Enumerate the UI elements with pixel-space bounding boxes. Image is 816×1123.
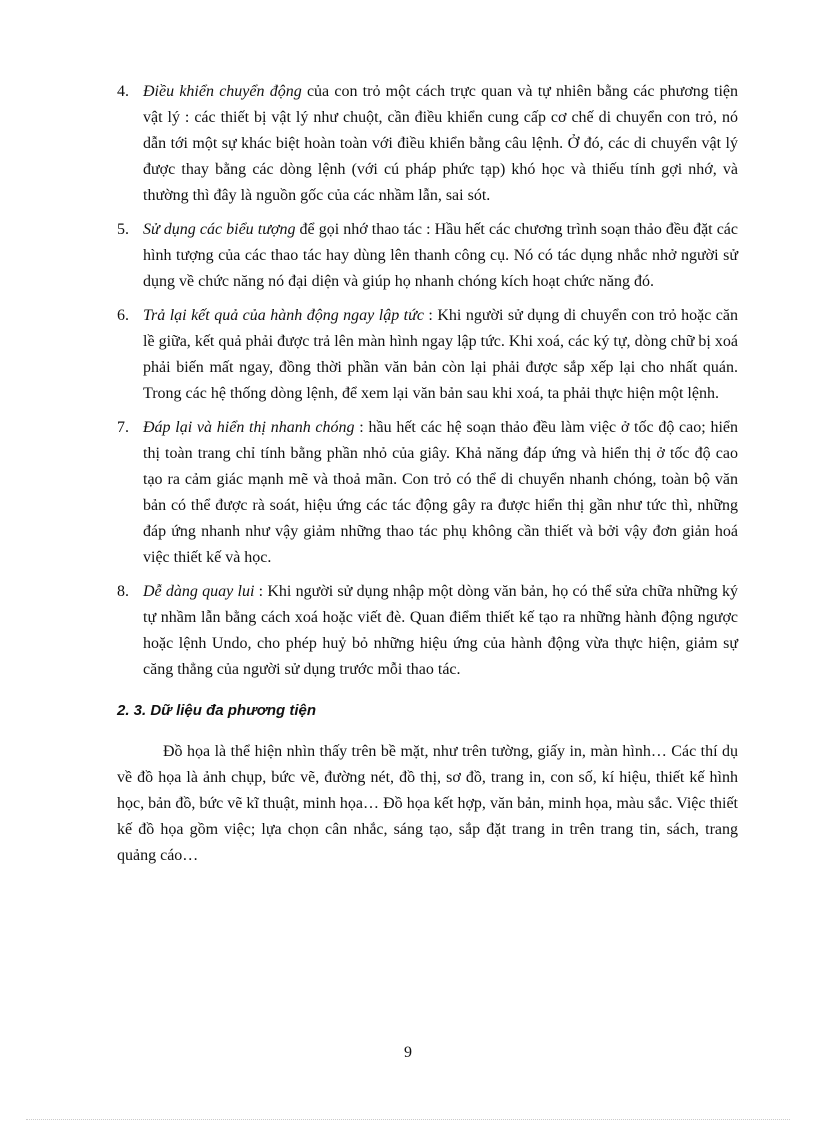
list-text: [143, 217, 738, 295]
list-item-8: [117, 579, 738, 683]
list-term: Trả lại kết quả của hành động ngay lập tức: [143, 307, 424, 324]
list-description: : hầu hết các hệ soạn thảo đều làm việc ở tốc độ cao; hiển thị toàn trang chỉ tính bằng phần nhỏ của giây. Khả năng đáp ứng và hiển thị ở tốc độ cao tạo ra cảm giác mạnh mẽ và thoả mãn. Con trỏ có thể di chuyển nhanh chóng, toàn bộ văn bản có thể được rà soát, hiệu ứng các tác động gây ra được hiển thị gần như tức thì, những đáp ứng nhanh như vậy giảm những thao tác phụ không cần thiết và bởi vậy đơn giản hoá việc thiết kế và học.: [143, 419, 738, 566]
list-description: : Khi người sử dụng di chuyển con trỏ hoặc căn lề giữa, kết quả phải được trả lên màn hình ngay lập tức. Khi xoá, các ký tự, dòng chữ bị xoá phải biến mất ngay, đồng thời phần văn bản còn lại phải được sắp xếp lại cho nhất quán. Trong các hệ thống dòng lệnh, để xem lại văn bản sau khi xoá, ta phải thực hiện một lệnh.: [143, 307, 738, 402]
list-number: 5.: [117, 221, 129, 238]
section-paragraph: Đồ họa là thể hiện nhìn thấy trên bề mặt, như trên tường, giấy in, màn hình… Các thí dụ về đồ họa là ảnh chụp, bức vẽ, đường nét, đồ thị, sơ đồ, trang in, con số, kí hiệu, thiết kế hình học, bản đồ, bức vẽ kĩ thuật, minh họa… Đồ họa kết hợp, văn bản, minh họa, màu sắc. Việc thiết kế đồ họa gồm việc; lựa chọn cân nhắc, sáng tạo, sắp đặt trang in trên trang tin, sách, trang quảng cáo…: [117, 743, 738, 864]
list-term: Sử dụng các biểu tượng: [143, 221, 296, 238]
list-description: của con trỏ một cách trực quan và tự nhiên bằng các phương tiện vật lý : các thiết bị vật lý như chuột, cần điều khiển cung cấp cơ chế di chuyển con trỏ, nó dẫn tới một sự khác biệt hoàn toàn với điều khiển bằng câu lệnh. Ở đó, các di chuyển vật lý được thay bằng các dòng lệnh (với cú pháp phức tạp) khó học và thiếu tính gợi nhớ, và thường thì đây là nguồn gốc của các nhầm lẫn, sai sót.: [143, 83, 738, 204]
list-term: Điều khiển chuyển động: [143, 83, 302, 100]
list-description: : Khi người sử dụng nhập một dòng văn bản, họ có thể sửa chữa những ký tự nhầm lẫn bằng cách xoá hoặc viết đè. Quan điểm thiết kế tạo ra những hành động ngược hoặc lệnh Undo, cho phép huỷ bỏ những hiệu ứng của hành động vừa thực hiện, giảm sự căng thẳng của người sử dụng trước mỗi thao tác.: [143, 583, 738, 678]
list-number: 6.: [117, 307, 129, 324]
list-number: 4.: [117, 83, 129, 100]
list-item-7: [117, 415, 738, 571]
list-description: để gọi nhớ thao tác : Hầu hết các chương trình soạn thảo đều đặt các hình tượng của các thao tác hay dùng lên thanh công cụ. Nó có tác dụng nhắc nhở người sử dụng về chức năng nó đại diện và giúp họ nhanh chóng kích hoạt chức năng đó.: [143, 221, 739, 290]
list-item-4: [117, 79, 738, 209]
list-term: Dễ dàng quay lui: [143, 583, 255, 600]
list-term: Đáp lại và hiển thị nhanh chóng: [143, 419, 355, 436]
list-text: [143, 579, 738, 683]
list-text: [143, 303, 738, 407]
section-heading: 2. 3. Dữ liệu đa phương tiện: [117, 702, 317, 719]
page-number: 9: [404, 1044, 412, 1061]
list-text: [143, 415, 738, 571]
list-number: 7.: [117, 419, 129, 436]
list-text: [143, 79, 738, 209]
list-item-6: [117, 303, 738, 407]
page-content: [117, 79, 738, 869]
page-bottom-rule: [26, 1119, 790, 1120]
list-number: 8.: [117, 583, 129, 600]
list-item-5: [117, 217, 738, 295]
